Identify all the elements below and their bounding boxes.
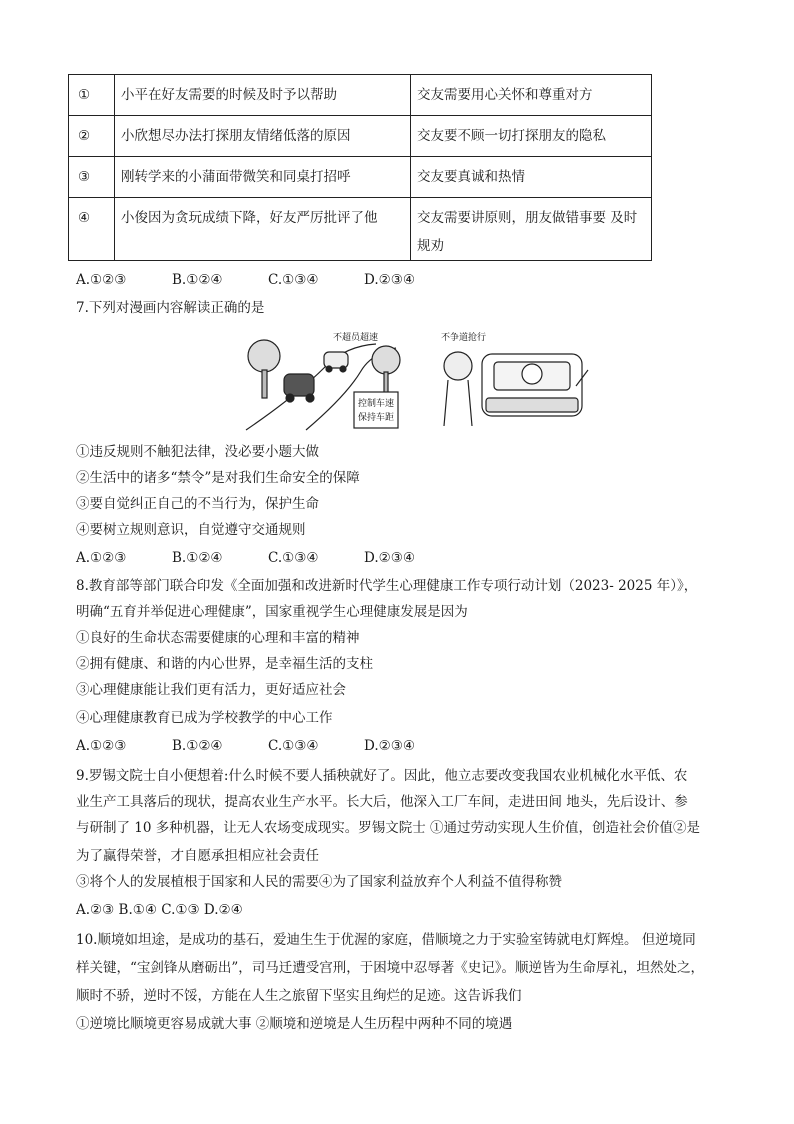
board-line1: 控制车速 bbox=[358, 399, 395, 409]
option-d[interactable]: D.②③④ bbox=[364, 550, 415, 566]
option-b[interactable]: B.①②④ bbox=[172, 272, 223, 288]
option-d[interactable]: D.②③④ bbox=[364, 738, 415, 754]
q7-options bbox=[76, 550, 460, 566]
option-a[interactable]: A.①②③ bbox=[76, 272, 127, 288]
row-example: 刚转学来的小蒲面带微笑和同桌打招呼 bbox=[115, 157, 411, 198]
q7-item: ①违反规则不触犯法律，没必要小题大做 bbox=[76, 444, 319, 460]
q9-line: 9.罗锡文院士自小便想着:什么时候不要人插秧就好了。因此，他立志要改变我国农业机械化水平低、农 bbox=[76, 768, 688, 784]
q10-line: ①逆境比顺境更容易成就大事 ②顺境和逆境是人生历程中两种不同的境遇 bbox=[76, 1016, 513, 1032]
option-b[interactable]: B.①②④ bbox=[172, 738, 223, 754]
right-sign-label: 不争道抢行 bbox=[441, 333, 487, 343]
matching-table bbox=[68, 74, 652, 261]
table-row bbox=[69, 157, 652, 198]
q8-stem: 明确“五育并举促进心理健康”，国家重视学生心理健康发展是因为 bbox=[76, 604, 468, 620]
row-principle: 交友要不顾一切打探朋友的隐私 bbox=[411, 116, 652, 157]
option-b[interactable]: B.①②④ bbox=[172, 550, 223, 566]
q6-options bbox=[76, 272, 460, 288]
option-c[interactable]: C.①③④ bbox=[268, 738, 319, 754]
q8-options bbox=[76, 738, 460, 754]
option-c[interactable]: C.①③④ bbox=[268, 272, 319, 288]
q7-item: ③要自觉纠正自己的不当行为，保护生命 bbox=[76, 496, 319, 512]
table-row bbox=[69, 116, 652, 157]
q8-item: ③心理健康能让我们更有活力，更好适应社会 bbox=[76, 682, 346, 698]
row-number: ③ bbox=[69, 157, 115, 198]
q8-item: ④心理健康教育已成为学校教学的中心工作 bbox=[76, 710, 333, 726]
q7-stem: 7.下列对漫画内容解读正确的是 bbox=[76, 300, 265, 316]
q9-options: A.②③ B.①④ C.①③ D.②④ bbox=[76, 902, 243, 918]
row-number: ④ bbox=[69, 198, 115, 261]
right-panel-illustration bbox=[444, 352, 588, 426]
row-number: ② bbox=[69, 116, 115, 157]
q10-line: 样关键，“宝剑锋从磨砺出”，司马迁遭受宫刑，于困境中忍辱著《史记》。顺逆皆为生命厚礼，坦然处之， bbox=[76, 960, 705, 976]
option-a[interactable]: A.①②③ bbox=[76, 738, 127, 754]
q7-item: ④要树立规则意识，自觉遵守交通规则 bbox=[76, 522, 306, 538]
q9-line: 业生产工具落后的现状，提高农业生产水平。长大后，他深入工厂车间，走进田间 地头，先后设计、参 bbox=[76, 794, 688, 810]
q7-item: ②生活中的诸多“禁令”是对我们生命安全的保障 bbox=[76, 470, 360, 486]
q8-item: ②拥有健康、和谐的内心世界，是幸福生活的支柱 bbox=[76, 656, 373, 672]
q10-line: 顺时不骄，逆时不馁，方能在人生之旅留下坚实且绚烂的足迹。这告诉我们 bbox=[76, 988, 522, 1004]
row-principle: 交友需要讲原则，朋友做错事要 及时规劝 bbox=[411, 198, 652, 261]
option-c[interactable]: C.①③④ bbox=[268, 550, 319, 566]
traffic-cartoon bbox=[236, 326, 616, 432]
q8-stem: 8.教育部等部门联合印发《全面加强和改进新时代学生心理健康工作专项行动计划（2023- 2025 年）》， bbox=[76, 578, 698, 594]
q9-line: ③将个人的发展植根于国家和人民的需要④为了国家利益放弃个人利益不值得称赞 bbox=[76, 874, 562, 890]
q8-item: ①良好的生命状态需要健康的心理和丰富的精神 bbox=[76, 630, 360, 646]
option-d[interactable]: D.②③④ bbox=[364, 272, 415, 288]
row-example: 小俊因为贪玩成绩下降，好友严厉批评了他 bbox=[115, 198, 411, 261]
q10-line: 10.顺境如坦途，是成功的基石，爱迪生生于优渥的家庭，借顺境之力于实验室铸就电灯辉煌。 但逆境同 bbox=[76, 932, 696, 948]
table-row bbox=[69, 198, 652, 261]
board-line2: 保持车距 bbox=[358, 413, 395, 423]
row-principle: 交友要真诚和热情 bbox=[411, 157, 652, 198]
row-example: 小欣想尽办法打探朋友情绪低落的原因 bbox=[115, 116, 411, 157]
q9-line: 为了赢得荣誉，才自愿承担相应社会责任 bbox=[76, 848, 319, 864]
q9-line: 与研制了 10 多种机器，让无人农场变成现实。罗锡文院士 ①通过劳动实现人生价值，创造社会价值②是 bbox=[76, 820, 701, 836]
left-sign-label: 不超员超速 bbox=[333, 333, 379, 343]
row-principle: 交友需要用心关怀和尊重对方 bbox=[411, 75, 652, 116]
table-row bbox=[69, 75, 652, 116]
option-a[interactable]: A.①②③ bbox=[76, 550, 127, 566]
row-example: 小平在好友需要的时候及时予以帮助 bbox=[115, 75, 411, 116]
row-number: ① bbox=[69, 75, 115, 116]
